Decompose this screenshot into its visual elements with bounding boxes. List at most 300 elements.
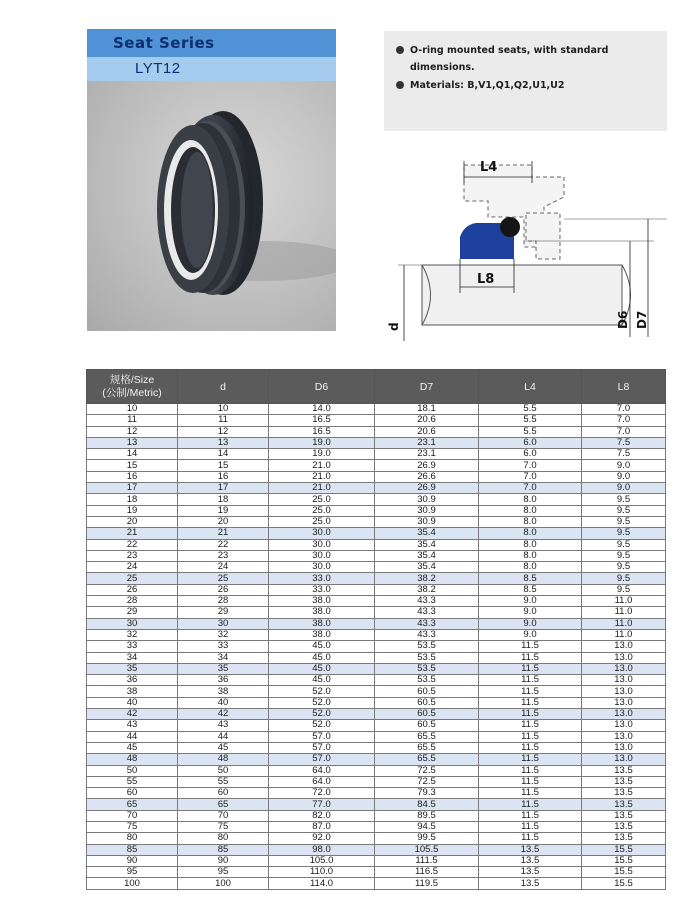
cell-l4: 11.5 [479,641,582,652]
cell-d6: 19.0 [269,437,375,448]
cell-l8: 13.5 [582,810,666,821]
cell-l8: 11.0 [582,607,666,618]
cell-l8: 9.5 [582,494,666,505]
cell-size: 38 [87,686,178,697]
cell-d6: 57.0 [269,742,375,753]
cell-d7: 119.5 [375,878,479,889]
cell-l4: 11.5 [479,742,582,753]
column-header-l8: L8 [582,370,666,404]
table-row [87,765,666,776]
cell-d7: 53.5 [375,652,479,663]
cell-size: 12 [87,426,178,437]
cell-d6: 38.0 [269,629,375,640]
table-row [87,415,666,426]
cell-l4: 9.0 [479,629,582,640]
cell-d: 14 [178,449,269,460]
cell-l8: 13.0 [582,742,666,753]
cell-d6: 30.0 [269,528,375,539]
cell-l4: 8.0 [479,494,582,505]
cell-l8: 9.5 [582,516,666,527]
cell-l8: 9.0 [582,471,666,482]
cell-size: 95 [87,867,178,878]
cell-size: 36 [87,675,178,686]
cell-d: 45 [178,742,269,753]
cell-d: 36 [178,675,269,686]
cell-d6: 25.0 [269,494,375,505]
cell-d: 42 [178,709,269,720]
cell-d6: 33.0 [269,584,375,595]
cell-l8: 13.0 [582,686,666,697]
cell-size: 40 [87,697,178,708]
model-name: LYT12 [135,60,181,77]
table-row [87,550,666,561]
cell-d: 11 [178,415,269,426]
d7-label: D7 [635,310,649,329]
table-header-row [87,370,666,404]
cell-d7: 30.9 [375,505,479,516]
cell-d7: 38.2 [375,573,479,584]
cell-d6: 30.0 [269,539,375,550]
cell-d7: 60.5 [375,697,479,708]
cell-d: 30 [178,618,269,629]
cell-d: 100 [178,878,269,889]
table-row [87,652,666,663]
cell-size: 44 [87,731,178,742]
cell-d6: 57.0 [269,731,375,742]
cell-d7: 43.3 [375,607,479,618]
cell-d7: 26.9 [375,460,479,471]
table-row [87,720,666,731]
cell-size: 35 [87,663,178,674]
cell-l4: 11.5 [479,720,582,731]
cell-l8: 13.0 [582,709,666,720]
cell-size: 26 [87,584,178,595]
cell-d: 32 [178,629,269,640]
column-header-d7: D7 [375,370,479,404]
cell-size: 17 [87,483,178,494]
cell-l4: 11.5 [479,810,582,821]
cell-l8: 7.0 [582,404,666,415]
column-header-size: 规格/Size (公制/Metric) [87,370,178,404]
cell-d6: 105.0 [269,855,375,866]
column-header-l4: L4 [479,370,582,404]
cell-d7: 26.9 [375,483,479,494]
cell-d: 18 [178,494,269,505]
cell-l4: 13.5 [479,855,582,866]
cell-d7: 23.1 [375,437,479,448]
cell-d: 48 [178,754,269,765]
table-row [87,776,666,787]
table-row [87,596,666,607]
cell-d: 22 [178,539,269,550]
table-row [87,562,666,573]
cell-d6: 38.0 [269,596,375,607]
cell-l4: 6.0 [479,449,582,460]
cell-l4: 8.0 [479,539,582,550]
cell-d6: 30.0 [269,562,375,573]
cell-d: 25 [178,573,269,584]
table-row [87,878,666,889]
cell-l8: 13.5 [582,788,666,799]
cell-l8: 9.5 [582,539,666,550]
cell-d6: 19.0 [269,449,375,460]
cell-d6: 45.0 [269,675,375,686]
cell-d7: 65.5 [375,731,479,742]
cell-l8: 13.0 [582,731,666,742]
cell-l8: 7.0 [582,415,666,426]
cell-l8: 13.0 [582,697,666,708]
cell-l4: 11.5 [479,652,582,663]
cell-size: 25 [87,573,178,584]
cell-d6: 25.0 [269,505,375,516]
cell-size: 13 [87,437,178,448]
cell-d7: 60.5 [375,709,479,720]
cell-l4: 6.0 [479,437,582,448]
cell-l8: 9.5 [582,562,666,573]
cell-d6: 21.0 [269,483,375,494]
seal-ring-image [87,81,336,331]
cell-d6: 16.5 [269,415,375,426]
cell-size: 100 [87,878,178,889]
column-header-d: d [178,370,269,404]
table-row [87,855,666,866]
column-header-d6: D6 [269,370,375,404]
cell-size: 65 [87,799,178,810]
cell-l8: 15.5 [582,844,666,855]
cell-d: 29 [178,607,269,618]
series-title: Seat Series [113,34,215,52]
cell-l8: 7.0 [582,426,666,437]
cell-d6: 52.0 [269,720,375,731]
cell-d: 38 [178,686,269,697]
cell-d6: 33.0 [269,573,375,584]
cell-d6: 25.0 [269,516,375,527]
cell-d6: 98.0 [269,844,375,855]
table-row [87,573,666,584]
cell-d7: 38.2 [375,584,479,595]
table-row [87,641,666,652]
cell-d6: 114.0 [269,878,375,889]
cell-d: 10 [178,404,269,415]
cell-d7: 43.3 [375,629,479,640]
table-row [87,528,666,539]
cell-l4: 8.5 [479,584,582,595]
cell-d7: 43.3 [375,596,479,607]
cell-d6: 72.0 [269,788,375,799]
table-row [87,471,666,482]
cell-l8: 11.0 [582,629,666,640]
cell-l4: 11.5 [479,788,582,799]
cell-d6: 16.5 [269,426,375,437]
cell-d7: 65.5 [375,754,479,765]
d-label: d [387,322,401,331]
cell-size: 90 [87,855,178,866]
cell-l8: 15.5 [582,867,666,878]
cell-l4: 11.5 [479,675,582,686]
cell-size: 34 [87,652,178,663]
cell-l4: 5.5 [479,404,582,415]
series-title-bar [87,29,336,57]
cell-l8: 13.0 [582,675,666,686]
cell-size: 24 [87,562,178,573]
cell-d: 21 [178,528,269,539]
cell-d: 26 [178,584,269,595]
cell-d: 23 [178,550,269,561]
cell-l4: 8.0 [479,550,582,561]
table-row [87,799,666,810]
table-row [87,844,666,855]
cell-l8: 13.5 [582,799,666,810]
cell-d7: 94.5 [375,821,479,832]
cell-size: 16 [87,471,178,482]
cell-d7: 20.6 [375,426,479,437]
feature-notes [384,31,667,131]
cell-d7: 53.5 [375,663,479,674]
cell-l8: 13.0 [582,754,666,765]
cell-l8: 11.0 [582,618,666,629]
table-row [87,754,666,765]
cell-d6: 64.0 [269,765,375,776]
cell-d: 55 [178,776,269,787]
cell-d6: 45.0 [269,641,375,652]
cell-l8: 13.0 [582,663,666,674]
table-row [87,731,666,742]
cell-d6: 45.0 [269,652,375,663]
cell-l4: 11.5 [479,709,582,720]
note-item: O-ring mounted seats, with standard dimensions. [396,42,661,76]
table-row [87,607,666,618]
cell-l4: 11.5 [479,754,582,765]
o-ring [500,217,520,237]
cell-size: 80 [87,833,178,844]
cell-d6: 57.0 [269,754,375,765]
table-row [87,810,666,821]
cell-d7: 65.5 [375,742,479,753]
cell-d7: 35.4 [375,562,479,573]
cell-d7: 60.5 [375,686,479,697]
cell-size: 14 [87,449,178,460]
cell-l4: 5.5 [479,426,582,437]
cell-size: 21 [87,528,178,539]
cell-d7: 79.3 [375,788,479,799]
cell-d6: 52.0 [269,709,375,720]
cell-l8: 13.5 [582,821,666,832]
cell-l8: 9.5 [582,550,666,561]
cell-l8: 15.5 [582,878,666,889]
table-row [87,788,666,799]
cell-d7: 116.5 [375,867,479,878]
cell-d6: 21.0 [269,460,375,471]
cell-d: 44 [178,731,269,742]
cell-l8: 9.0 [582,483,666,494]
cell-d7: 18.1 [375,404,479,415]
cell-l4: 8.0 [479,505,582,516]
cell-size: 19 [87,505,178,516]
cell-size: 15 [87,460,178,471]
cell-d7: 72.5 [375,776,479,787]
cell-l8: 13.5 [582,776,666,787]
cell-l4: 13.5 [479,844,582,855]
cell-size: 50 [87,765,178,776]
cell-l4: 13.5 [479,867,582,878]
table-row [87,833,666,844]
cell-d: 50 [178,765,269,776]
cell-d6: 14.0 [269,404,375,415]
table-row [87,709,666,720]
table-row [87,539,666,550]
bullet-icon [396,81,404,89]
cell-d7: 99.5 [375,833,479,844]
table-row [87,618,666,629]
table-row [87,494,666,505]
cell-l4: 7.0 [479,471,582,482]
cell-l8: 9.5 [582,584,666,595]
table-row [87,663,666,674]
cell-l4: 13.5 [479,878,582,889]
cell-d: 20 [178,516,269,527]
cell-l4: 7.0 [479,483,582,494]
cell-l8: 9.0 [582,460,666,471]
note-item: Materials: B,V1,Q1,Q2,U1,U2 [396,77,661,94]
cell-l4: 11.5 [479,776,582,787]
cell-size: 11 [87,415,178,426]
cell-size: 55 [87,776,178,787]
cell-d: 85 [178,844,269,855]
cell-l8: 7.5 [582,449,666,460]
cell-size: 32 [87,629,178,640]
cell-size: 42 [87,709,178,720]
cell-d6: 82.0 [269,810,375,821]
cell-l4: 7.0 [479,460,582,471]
cell-d: 12 [178,426,269,437]
note-continuation: dimensions. [410,62,475,73]
table-row [87,686,666,697]
cell-d7: 60.5 [375,720,479,731]
cell-d6: 30.0 [269,550,375,561]
bullet-icon [396,46,404,54]
cell-l8: 11.0 [582,596,666,607]
cell-l8: 9.5 [582,505,666,516]
cell-l8: 13.0 [582,641,666,652]
table-row [87,449,666,460]
l4-label: L4 [480,160,498,175]
cell-d7: 111.5 [375,855,479,866]
table-row [87,404,666,415]
cell-d: 17 [178,483,269,494]
cell-size: 70 [87,810,178,821]
cell-d7: 20.6 [375,415,479,426]
cell-size: 23 [87,550,178,561]
cell-d: 70 [178,810,269,821]
d6-label: D6 [616,310,630,329]
cell-d: 34 [178,652,269,663]
cell-size: 10 [87,404,178,415]
l8-label: L8 [477,272,495,287]
cell-l4: 11.5 [479,731,582,742]
cell-d7: 53.5 [375,675,479,686]
cell-l8: 13.0 [582,720,666,731]
cell-d6: 110.0 [269,867,375,878]
cell-d6: 45.0 [269,663,375,674]
cell-d7: 72.5 [375,765,479,776]
cell-d: 28 [178,596,269,607]
table-row [87,697,666,708]
table-row [87,867,666,878]
cell-l4: 11.5 [479,765,582,776]
cell-l4: 8.0 [479,528,582,539]
cell-d: 13 [178,437,269,448]
cell-d: 35 [178,663,269,674]
table-row [87,629,666,640]
cell-size: 20 [87,516,178,527]
cross-section-diagram [384,147,667,344]
cell-d6: 92.0 [269,833,375,844]
cell-d6: 87.0 [269,821,375,832]
cell-l4: 9.0 [479,607,582,618]
cell-d7: 53.5 [375,641,479,652]
cell-l8: 13.5 [582,833,666,844]
cell-d: 75 [178,821,269,832]
cell-l4: 11.5 [479,697,582,708]
table-row [87,437,666,448]
cell-d7: 35.4 [375,528,479,539]
cell-d: 24 [178,562,269,573]
shaft [422,265,622,325]
cell-d7: 30.9 [375,516,479,527]
cell-d7: 26.6 [375,471,479,482]
cell-d: 65 [178,799,269,810]
cell-size: 43 [87,720,178,731]
cell-l4: 11.5 [479,663,582,674]
cell-d: 19 [178,505,269,516]
cell-l4: 11.5 [479,833,582,844]
cell-size: 33 [87,641,178,652]
cell-d7: 35.4 [375,550,479,561]
cell-d: 43 [178,720,269,731]
model-bar [87,57,336,81]
cell-size: 45 [87,742,178,753]
cell-d: 90 [178,855,269,866]
cell-d7: 35.4 [375,539,479,550]
cell-d: 33 [178,641,269,652]
table-row [87,742,666,753]
cell-d: 60 [178,788,269,799]
cell-d6: 21.0 [269,471,375,482]
table-row [87,460,666,471]
cell-size: 60 [87,788,178,799]
cell-d: 40 [178,697,269,708]
cell-l4: 11.5 [479,686,582,697]
cell-l8: 13.5 [582,765,666,776]
cell-d7: 105.5 [375,844,479,855]
table-row [87,426,666,437]
cell-d: 80 [178,833,269,844]
table-row [87,516,666,527]
cell-d7: 23.1 [375,449,479,460]
table-row [87,505,666,516]
cell-d6: 77.0 [269,799,375,810]
table-row [87,483,666,494]
dimension-table [86,369,666,890]
cell-l4: 8.0 [479,562,582,573]
cell-d7: 43.3 [375,618,479,629]
cell-size: 22 [87,539,178,550]
cell-d: 95 [178,867,269,878]
cell-l4: 8.5 [479,573,582,584]
cell-size: 28 [87,596,178,607]
cell-d6: 52.0 [269,697,375,708]
cell-d7: 89.5 [375,810,479,821]
